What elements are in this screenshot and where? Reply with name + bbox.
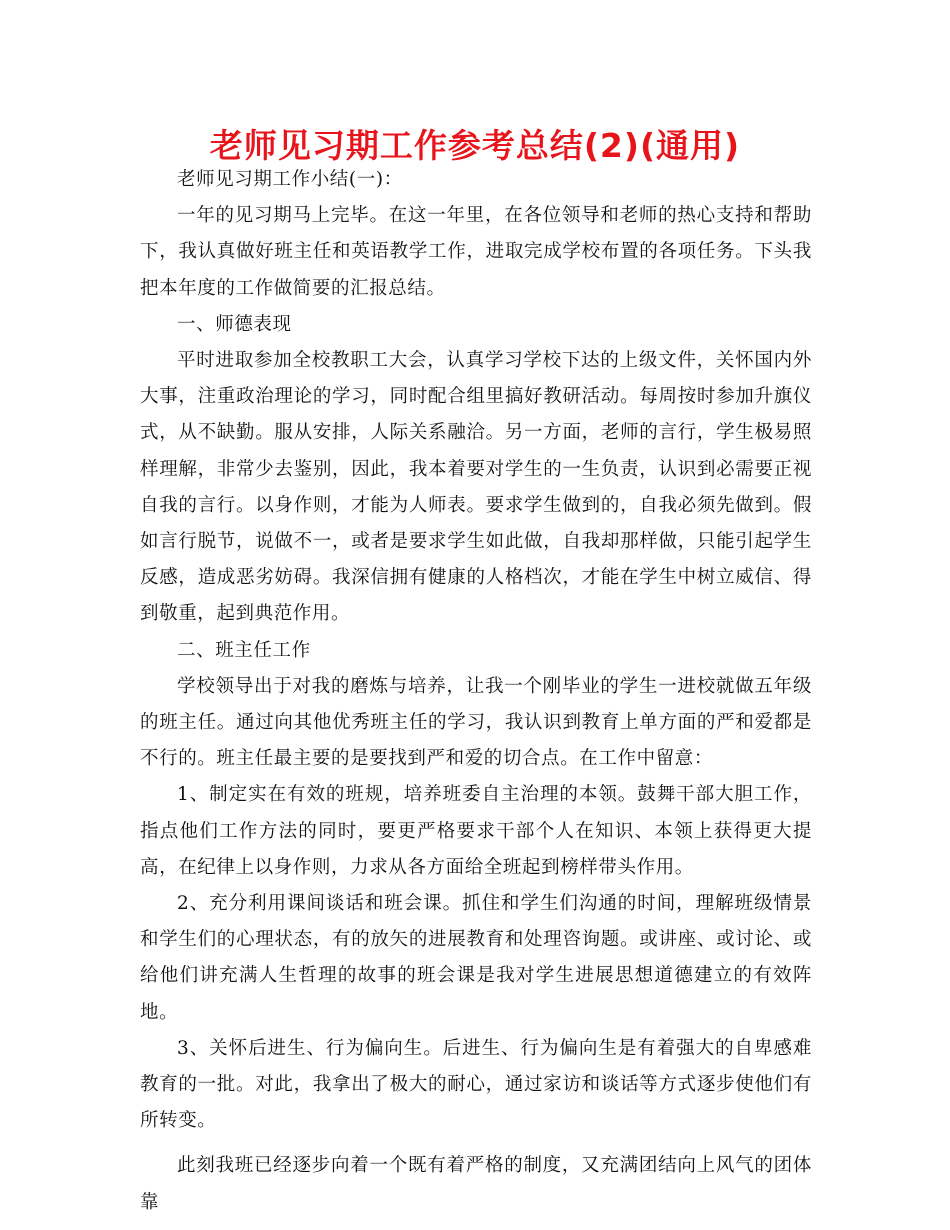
paragraph-class-teacher: 学校领导出于对我的磨炼与培养，让我一个刚毕业的学生一进校就做五年级的班主任。通过向其他优秀班主任的学习，我认识到教育上单方面的严和爱都是不行的。班主任最主要的是要找到严和爱的切合点。在工作中留意：: [140, 675, 812, 770]
paragraph-ethics: 平时进取参加全校教职工大会，认真学习学校下达的上级文件，关怀国内外大事，注重政治理论的学习，同时配合组里搞好教研活动。每周按时参加升旗仪式，从不缺勤。服从安排，人际关系融洽。另一方面，老师的言行，学生极易照样理解，非常少去鉴别，因此，我本着要对学生的一生负责，认识到必需要正视自我的言行。以身作则，才能为人师表。要求学生做到的，自我必须先做到。假如言行脱节，说做不一，或者是要求学生如此做，自我却那样做，只能引起学生反感，造成恶劣妨碍。我深信拥有健康的人格档次，才能在学生中树立威信、得到敬重，起到典范作用。: [140, 350, 812, 625]
paragraph-item-2: 2、充分利用课间谈话和班会课。抓住和学生们沟通的时间，理解班级情景和学生们的心理状态，有的放矢的进展教育和处理咨询题。或讲座、或讨论、或给他们讲充满人生哲理的故事的班会课是我对学生进展思想道德建立的有效阵地。: [140, 893, 812, 1023]
paragraph-item-3: 3、关怀后进生、行为偏向生。后进生、行为偏向生是有着强大的自卑感难教育的一批。对此，我拿出了极大的耐心，通过家访和谈话等方式逐步使他们有所转变。: [140, 1037, 812, 1132]
document-title: 老师见习期工作参考总结(2)(通用): [209, 126, 741, 165]
paragraph-subtitle: 老师见习期工作小结(一)：: [177, 169, 403, 190]
paragraph-item-1: 1、制定实在有效的班规，培养班委自主治理的本领。鼓舞干部大胆工作，指点他们工作方法的同时，要更严格要求干部个人在知识、本领上获得更大提高，在纪律上以身作则，力求从各方面给全班起到榜样带头作用。: [140, 784, 812, 878]
paragraph-intro: 一年的见习期马上完毕。在这一年里，在各位领导和老师的热心支持和帮助下，我认真做好班主任和英语教学工作，进取完成学校布置的各项任务。下头我把本年度的工作做简要的汇报总结。: [140, 205, 812, 299]
section-heading-class-teacher: 二、班主任工作: [177, 639, 311, 661]
section-heading-ethics: 一、师德表现: [177, 313, 292, 335]
paragraph-closing: 此刻我班已经逐步向着一个既有着严格的制度，又充满团结向上风气的团体靠: [140, 1155, 812, 1213]
document-body: [140, 162, 812, 1221]
